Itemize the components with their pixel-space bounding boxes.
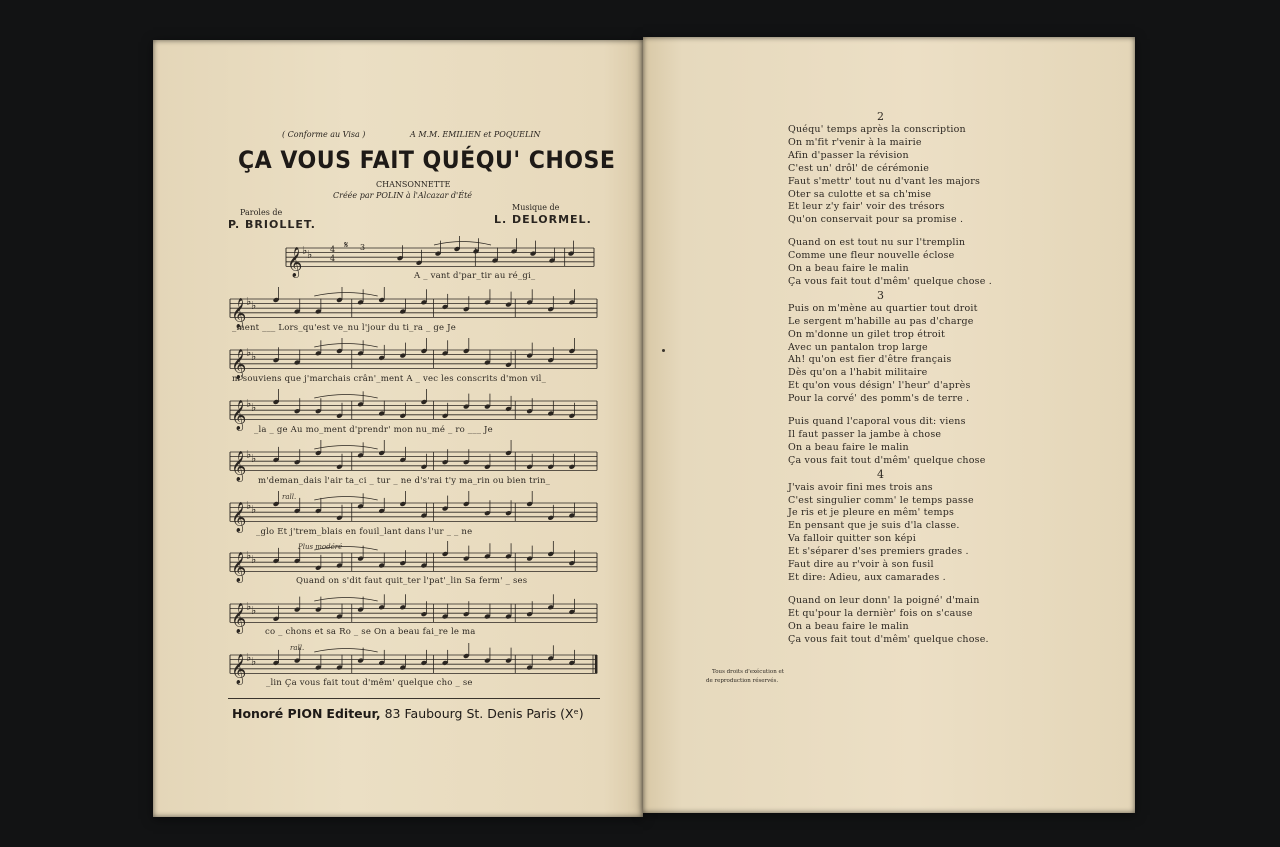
verse-line: Dès qu'on a l'habit militaire [788,367,928,379]
verse-line: Qu'on conservait pour sa promise . [788,214,964,226]
flat-sign: ♭ [246,295,252,308]
flat-sign: ♭ [251,299,257,312]
verse-line: On a beau faire le malin [788,263,909,274]
genre-label: CHANSONNETTE [376,180,451,189]
censor-note: ( Conforme au Visa ) [282,130,366,139]
verse-number-2: 2 [877,110,884,123]
verse-line: Quand on est tout nu sur l'tremplin [788,237,966,249]
verse-line: Puis quand l'caporal vous dit: viens [788,416,966,427]
flat-sign: ♭ [251,655,257,668]
slur [314,446,377,450]
flat-sign: ♭ [251,401,257,414]
verse-number-4: 4 [877,467,884,481]
treble-clef: 𝄞 [231,400,247,431]
verse-line: Et qu'pour la dernièr' fois on s'cause [788,607,973,619]
lyricist-name: P. BRIOLLET. [228,218,316,231]
flat-sign: ♭ [246,397,252,410]
time-signature: 3 [360,243,366,252]
composer-name: L. DELORMEL. [494,213,592,226]
treble-clef: 𝄞 [231,502,247,533]
flat-sign: ♭ [302,244,308,257]
flat-sign: ♭ [246,448,252,461]
created-by: Créée par POLIN à l'Alcazar d'Été [333,191,473,200]
treble-clef: 𝄞 [231,349,247,380]
slur [314,293,377,297]
verse-line: Puis on m'mène au quartier tout droit [788,302,978,314]
flat-sign: ♭ [251,452,257,465]
lyrics-label: Paroles de [240,208,283,217]
verse-line: En pensant que je suis d'la classe. [788,520,960,532]
publisher-rule [228,698,600,699]
rights-line-2: de reproduction réservés. [706,678,779,684]
time-signature: 4 [330,245,336,254]
dedication: A M.M. EMILIEN et POQUELIN [410,130,541,139]
verse-line: Pour la corvé' des pomm's de terre . [788,393,970,405]
flat-sign: ♭ [246,600,252,613]
lyric-line-6: _glo Et j'trem_blais en fouil_lant dans l'ur _ _ ne [256,527,473,537]
verse-line: On m'fit r'venir à la mairie [788,136,922,148]
verse-line: Ça vous fait tout d'mêm' quelque chose. [788,633,989,645]
verse-line: Et leur z'y fair' voir des trésors [788,201,945,213]
slur [314,344,377,348]
verse-line: Quéqu' temps après la conscription [788,124,966,135]
slur [314,598,377,602]
verse-line: Avec un pantalon trop large [788,341,928,353]
slur [314,395,377,399]
segno-sign: 𝄋 [344,240,349,251]
verse-line: Le sergent m'habille au pas d'charge [788,315,974,327]
verse-line: Afin d'passer la révision [788,149,909,161]
treble-clef: 𝄞 [231,298,247,329]
treble-clef: 𝄞 [231,552,247,583]
treble-clef: 𝄞 [231,603,247,634]
music-label: Musique de [512,203,560,212]
flat-sign: ♭ [246,549,252,562]
verse-line: C'est un' drôl' de cérémonie [788,162,930,174]
verse-line: Et s'séparer d'ses premiers grades . [788,546,969,558]
verse-line: Et dire: Adieu, aux camarades . [788,571,946,583]
verse-line: C'est singulier comm' le temps passe [788,494,974,506]
verse-line: Faut s'mettr' tout nu d'vant les majors [788,175,981,187]
verse-line: Va falloir quitter son képi [788,533,916,545]
flat-sign: ♭ [251,503,257,516]
lyric-line-5: m'deman_dais l'air ta_ci _ tur _ ne d's'rai t'y ma_rin ou bien trin_ [258,476,551,486]
verse-line: Quand on leur donn' la poigné' d'main [788,594,980,606]
verse-line: Et qu'on vous désign' l'heur' d'après [788,380,971,392]
rights-line-1: Tous droits d'exécution et [712,669,784,675]
tempo-rall: rall. [282,493,297,501]
lyric-line-7: Quand on s'dit faut quit_ter l'pat'_lin Sa ferm' _ ses [296,576,528,586]
verse-line: J'vais avoir fini mes trois ans [788,481,933,493]
verse-line: Ah! qu'on est fier d'être français [788,354,952,366]
flat-sign: ♭ [251,553,257,566]
flat-sign: ♭ [251,604,257,617]
time-signature: 4 [330,254,336,263]
treble-clef: 𝄞 [231,654,247,685]
verse-line: Il faut passer la jambe à chose [788,428,942,440]
publisher-line [232,706,584,721]
verse-line: Faut dire au r'voir à son fusil [788,559,934,570]
paper-mark [662,349,665,352]
verse-line: Je ris et je pleure en mêm' temps [788,507,955,519]
flat-sign: ♭ [307,248,313,261]
lyric-line-3: m'souviens que j'marchais crân'_ment A _ vec les conscrits d'mon vil_ [232,374,547,384]
verse-line: Ça vous fait tout d'mêm' quelque chose [788,454,986,466]
flat-sign: ♭ [246,346,252,359]
slur [314,497,377,501]
treble-clef: 𝄞 [287,247,303,278]
lyric-line-2: _ment ___ Lors_qu'est ve_nu l'jour du ti_ra _ ge Je [232,323,456,333]
tempo-plus-modere: Plus modéré [298,543,343,551]
song-title: ÇA VOUS FAIT QUÉQU' CHOSE [238,146,616,174]
verse-line: On a beau faire le malin [788,620,909,632]
slur [314,649,377,653]
verse-line: On m'donne un gilet trop étroit [788,328,946,340]
verse-line: Oter sa culotte et sa ch'mise [788,188,932,200]
lyric-line-8: co _ chons et sa Ro _ se On a beau fai_re le ma [265,627,476,637]
verse-line: Comme une fleur nouvelle éclose [788,250,955,262]
publisher-name: Honoré PION [232,706,323,721]
verse-line: Ça vous fait tout d'mêm' quelque chose . [788,275,992,287]
verse-line: On a beau faire le malin [788,441,909,453]
flat-sign: ♭ [246,499,252,512]
lyric-line-9: _lin Ça vous fait tout d'mêm' quelque cho _ se [266,678,473,688]
flat-sign: ♭ [251,350,257,363]
slur [434,242,491,246]
lyric-line-1: A _ vant d'par_tir au ré_gi_ [414,271,536,281]
publisher-role: Editeur, [326,706,381,721]
lyric-line-4: _la _ ge Au mo_ment d'prendr' mon nu_mé _ ro ___ Je [254,425,493,435]
flat-sign: ♭ [246,651,252,664]
tempo-rall-2: rall. [290,644,305,652]
treble-clef: 𝄞 [231,451,247,482]
verse-number-3: 3 [877,288,884,302]
publisher-address: 83 Faubourg St. Denis Paris (Xᵉ) [384,706,584,721]
